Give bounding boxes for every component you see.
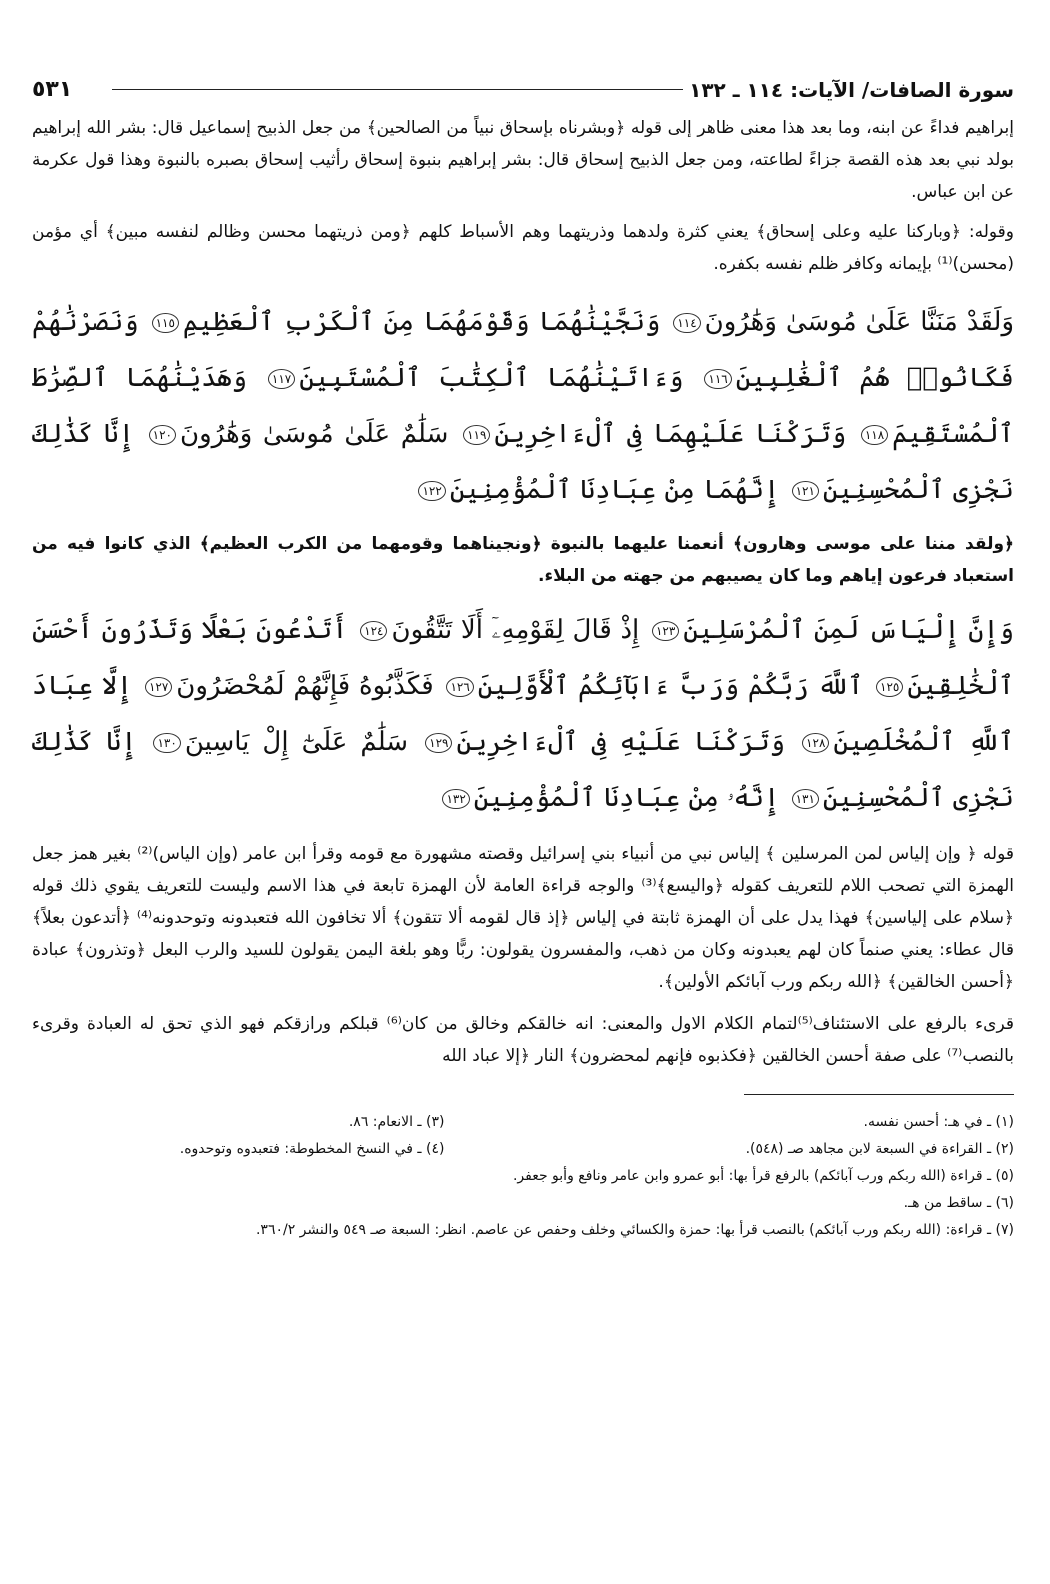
ayah-number-marker: ١٢٣	[652, 621, 679, 641]
quran-verse: إِنَّا كَذَٰلِكَ نَجْزِى ٱلْمُحْسِنِينَ	[32, 419, 1014, 505]
footnote-row	[32, 1136, 1014, 1163]
quran-verse: وَتَرَكْنَا عَلَيْهِمَا فِى ٱلْءَاخِرِينَ	[494, 419, 847, 449]
ayah-number-marker: ١١٨	[861, 425, 888, 445]
footnote-rule	[744, 1094, 1014, 1095]
commentary-paragraph-3: ﴿ولقد مننا على موسى وهارون﴾ أنعمنا عليهما بالنبوة ﴿ونجيناهما وقومهما من الكرب العظيم﴾ الذي كانوا فيه من استعباد فرعون إياهم وما كان يصيبهم من جهته من البلاء.	[32, 534, 1014, 586]
ayah-number-marker: ١٢٠	[149, 425, 176, 445]
ayah-number-marker: ١٢١	[792, 481, 819, 501]
footnotes	[32, 1109, 1014, 1244]
commentary-paragraph-1: إبراهيم فداءً عن ابنه، وما بعد هذا معنى ظاهر إلى قوله ﴿وبشرناه بإسحاق نبياً من الصالحين﴾ من جعل الذبيح إسماعيل قال: بشر الله إبراهيم بولد نبي بعد هذه القصة جزاءً لطاعته، ومن جعل الذبيح إسحاق قال: بشر إبراهيم بنبوة إسحاق رأثيب إسحاق بصبره بالنبوة وهذا قول عكرمة عن ابن عباس.	[32, 118, 1014, 202]
ayah-number-marker: ١١٥	[152, 313, 179, 333]
footnote-7: (٧) ـ قراءة: (الله ربكم ورب آبائكم) بالنصب قرأ بها: حمزة والكسائي وخلف وحفص عن عاصم. انظر: السبعة صـ ٥٤٩ والنشر ٣٦٠/٢.	[255, 1222, 1014, 1238]
footnote-1: (١) ـ في هـ: أحسن نفسه.	[863, 1114, 1014, 1130]
quran-verse: وَإِنَّ إِلْيَاسَ لَمِنَ ٱلْمُرْسَلِينَ	[683, 615, 1014, 645]
quran-verse: أَتَدْعُونَ بَعْلًا وَتَذَرُونَ أَحْسَنَ ٱلْخَٰلِقِينَ	[32, 615, 1014, 701]
surah-header-title: سورة الصافات/ الآيات: ١١٤ ـ ١٣٢	[683, 78, 1014, 102]
ayah-number-marker: ١٢٤	[360, 621, 387, 641]
quran-verse: وَنَجَّيْنَٰهُمَا وَقَوْمَهُمَا مِنَ ٱلْكَرْبِ ٱلْعَظِيمِ	[182, 307, 661, 337]
quran-verses-block-2	[32, 602, 1014, 826]
commentary-paragraph-4: قوله ﴿ وإن إلياس لمن المرسلين ﴾ إلياس نبي من أنبياء بني إسرائيل وقصته مشهورة مع قومه وقرأ ابن عامر (وإن الياس)⁽²⁾ بغير همز جعل الهمزة التي تصحب اللام للتعريف كقوله ﴿واليسع﴾⁽³⁾ والوجه قراءة العامة لأن الهمزة تابعة في هذا الاسم وليست للتعريف يقوي ذلك قوله ﴿سلام على إلياسين﴾ فهذا يدل على أن الهمزة ثابتة في إلياس ﴿إذ قال لقومه ألا تتقون﴾ ألا تخافون الله فتعبدونه وتوحدونه⁽⁴⁾ ﴿أتدعون بعلاً﴾ قال عطاء: يعني صنماً كان لهم يعبدونه وكان من ذهب، والمفسرون يقولون: ربًّا وهو بلغة اليمن يقولون للسيد والرب البعل ﴿وتذرون﴾ عبادة ﴿أحسن الخالقين﴾ ﴿الله ربكم ورب آبائكم الأولين﴾.	[32, 844, 1014, 992]
ayah-number-marker: ١١٧	[268, 369, 295, 389]
ayah-number-marker: ١١٤	[673, 313, 700, 333]
ayah-number-marker: ١٣٠	[153, 733, 180, 753]
ayah-number-marker: ١٢٦	[446, 677, 473, 697]
quran-verse: إِلَّا عِبَادَ ٱللَّهِ ٱلْمُخْلَصِينَ	[32, 671, 1014, 757]
book-page	[32, 66, 1014, 1584]
quran-verse: إِنَّهُۥ مِنْ عِبَادِنَا ٱلْمُؤْمِنِينَ	[473, 783, 780, 813]
quran-verse: وَتَرَكْنَا عَلَيْهِ فِى ٱلْءَاخِرِينَ	[456, 727, 786, 757]
ayah-number-marker: ١٢٧	[145, 677, 172, 697]
ayah-number-marker: ١١٦	[704, 369, 731, 389]
quran-verse: إِنَّهُمَا مِنْ عِبَادِنَا ٱلْمُؤْمِنِينَ	[449, 475, 780, 505]
quran-verse: سَلَٰمٌ عَلَىٰٓ إِلْ يَاسِينَ	[184, 727, 409, 757]
quran-verses-block-1	[32, 294, 1014, 518]
footnote-6: (٦) ـ ساقط من هـ.	[903, 1195, 1014, 1211]
commentary-paragraph-2: وقوله: ﴿وباركنا عليه وعلى إسحاق﴾ يعني كثرة ولدهما وذريتهما وهم الأسباط كلهم ﴿ومن ذريتهما محسن وظالم لنفسه مبين﴾ أي مؤمن (محسن)⁽¹⁾ بإيمانه وكافر ظلم نفسه بكفره.	[32, 222, 1014, 274]
ayah-number-marker: ١٢٩	[425, 733, 452, 753]
ayah-number-marker: ١٣٢	[442, 789, 469, 809]
ayah-number-marker: ١٢٥	[876, 677, 903, 697]
footnote-2: (٢) ـ القراءة في السبعة لابن مجاهد صـ (٥٤٨).	[745, 1141, 1014, 1157]
commentary-paragraph-5: قرىء بالرفع على الاستئناف⁽⁵⁾لتمام الكلام الاول والمعنى: انه خالقكم وخالق من كان⁽⁶⁾ قبلكم ورازقكم فهو الذي تحق له العبادة وقرىء بالنصب⁽⁷⁾ على صفة أحسن الخالقين ﴿فكذبوه فإنهم لمحضرون﴾ النار ﴿إلا عباد الله	[32, 1014, 1014, 1066]
quran-verse: إِنَّا كَذَٰلِكَ نَجْزِى ٱلْمُحْسِنِينَ	[32, 727, 1014, 813]
quran-verse: وَءَاتَيْنَٰهُمَا ٱلْكِتَٰبَ ٱلْمُسْتَبِينَ	[299, 363, 684, 393]
footnote-row	[32, 1109, 1014, 1136]
ayah-number-marker: ١٣١	[792, 789, 819, 809]
quran-verse: إِذْ قَالَ لِقَوْمِهِۦٓ أَلَا تَتَّقُونَ	[391, 615, 640, 645]
ayah-number-marker: ١٢٢	[418, 481, 445, 501]
quran-verse: سَلَٰمٌ عَلَىٰ مُوسَىٰ وَهَٰرُونَ	[180, 419, 449, 449]
quran-verse: وَنَصَرْنَٰهُمْ فَكَانُوا۟ هُمُ ٱلْغَٰلِبِينَ	[32, 307, 1015, 393]
footnote-3: (٣) ـ الانعام: ٨٦.	[348, 1114, 445, 1130]
quran-verse: ٱللَّهَ رَبَّكُمْ وَرَبَّ ءَابَآئِكُمُ ٱلْأَوَّلِينَ	[477, 671, 864, 701]
ayah-number-marker: ١١٩	[463, 425, 490, 445]
footnote-5: (٥) ـ قراءة (الله ربكم ورب آبائكم) بالرفع قرأ بها: أبو عمرو وابن عامر ونافع وأبو جعفر.	[512, 1168, 1014, 1184]
quran-verse: وَلَقَدْ مَنَنَّا عَلَىٰ مُوسَىٰ وَهَٰرُونَ	[704, 307, 1014, 337]
quran-verse: وَهَدَيْنَٰهُمَا ٱلصِّرَٰطَ ٱلْمُسْتَقِيمَ	[32, 363, 1015, 449]
footnote-4: (٤) ـ في النسخ المخطوطة: فتعبدوه وتوحدوه.	[179, 1141, 445, 1157]
ayah-number-marker: ١٢٨	[802, 733, 829, 753]
page-number: ٥٣١	[32, 77, 78, 102]
page-header	[32, 66, 1014, 102]
quran-verse: فَكَذَّبُوهُ فَإِنَّهُمْ لَمُحْضَرُونَ	[176, 671, 434, 701]
